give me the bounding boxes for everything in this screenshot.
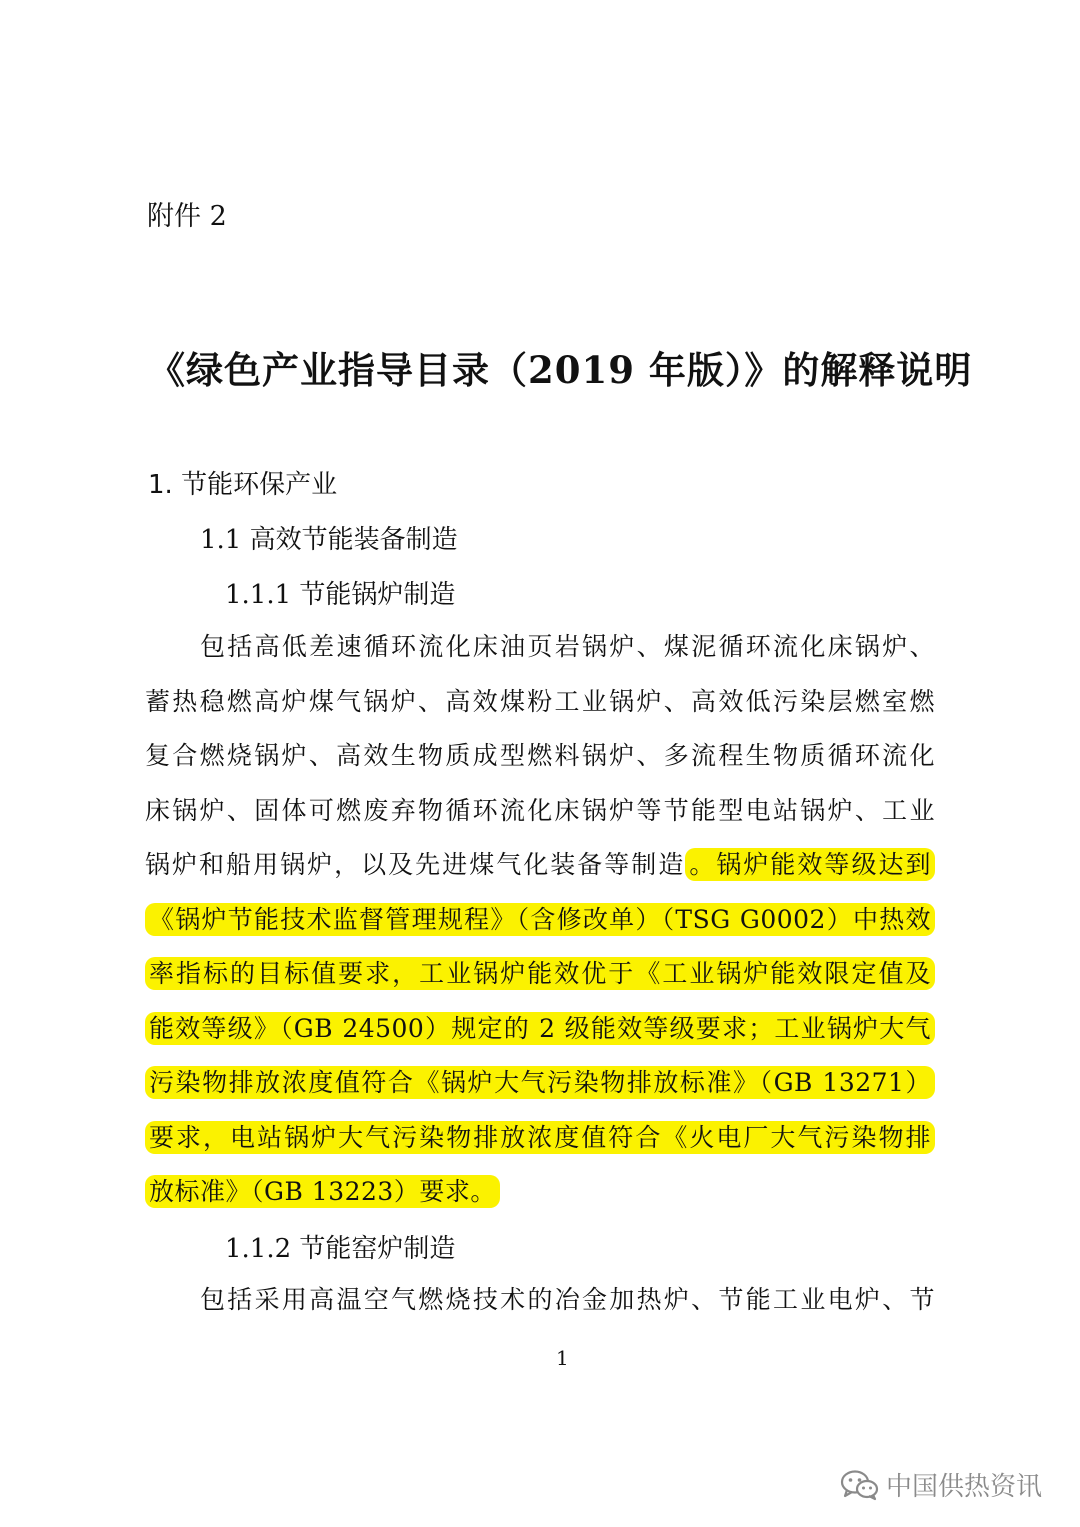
- highlighted-text: 《锅炉节能技术监督管理规程》（含修改单）（TSG G0002）中热效: [145, 903, 935, 936]
- highlighted-line: [145, 1120, 935, 1156]
- highlighted-text: 。锅炉能效等级达到: [685, 848, 935, 881]
- wechat-icon: [840, 1469, 880, 1501]
- highlighted-text: 污染物排放浓度值符合《锅炉大气污染物排放标准》（GB 13271）: [145, 1066, 935, 1099]
- paragraph-text: 锅炉和船用锅炉，以及先进煤气化装备等制造: [145, 850, 686, 879]
- watermark-text: 中国供热资讯: [886, 1472, 1043, 1502]
- section-heading-1: 1. 节能环保产业: [148, 470, 338, 500]
- section-heading-1-1-1: 1.1.1 节能锅炉制造: [225, 580, 456, 610]
- attachment-label: 附件 2: [147, 201, 227, 232]
- watermark: [840, 1466, 1042, 1503]
- paragraph-line: 包括高低差速循环流化床油页岩锅炉、煤泥循环流化床锅炉、: [200, 632, 935, 661]
- paragraph-line-mixed: [145, 847, 935, 883]
- paragraph-line: 床锅炉、固体可燃废弃物循环流化床锅炉等节能型电站锅炉、工业: [145, 796, 935, 825]
- highlighted-text: 要求，电站锅炉大气污染物排放浓度值符合《火电厂大气污染物排: [145, 1121, 935, 1154]
- highlighted-line: [145, 956, 935, 992]
- highlighted-line: [145, 1011, 935, 1047]
- section-heading-1-1-2: 1.1.2 节能窑炉制造: [225, 1234, 456, 1264]
- paragraph-line: 包括采用高温空气燃烧技术的冶金加热炉、节能工业电炉、节: [200, 1285, 935, 1314]
- document-title: 《绿色产业指导目录（2019 年版）》的解释说明: [148, 348, 973, 392]
- highlighted-text: 放标准》（GB 13223）要求。: [145, 1175, 500, 1208]
- highlighted-line: [145, 1065, 935, 1101]
- highlighted-line: [145, 902, 935, 938]
- paragraph-line: 复合燃烧锅炉、高效生物质成型燃料锅炉、多流程生物质循环流化: [145, 741, 935, 770]
- paragraph-line: 蓄热稳燃高炉煤气锅炉、高效煤粉工业锅炉、高效低污染层燃室燃: [145, 687, 935, 716]
- highlighted-text: 率指标的目标值要求，工业锅炉能效优于《工业锅炉能效限定值及: [145, 957, 935, 990]
- page-number: 1: [556, 1346, 569, 1370]
- section-heading-1-1: 1.1 高效节能装备制造: [200, 525, 458, 555]
- highlighted-text: 能效等级》（GB 24500）规定的 2 级能效等级要求；工业锅炉大气: [145, 1012, 935, 1045]
- highlighted-line: [145, 1174, 935, 1210]
